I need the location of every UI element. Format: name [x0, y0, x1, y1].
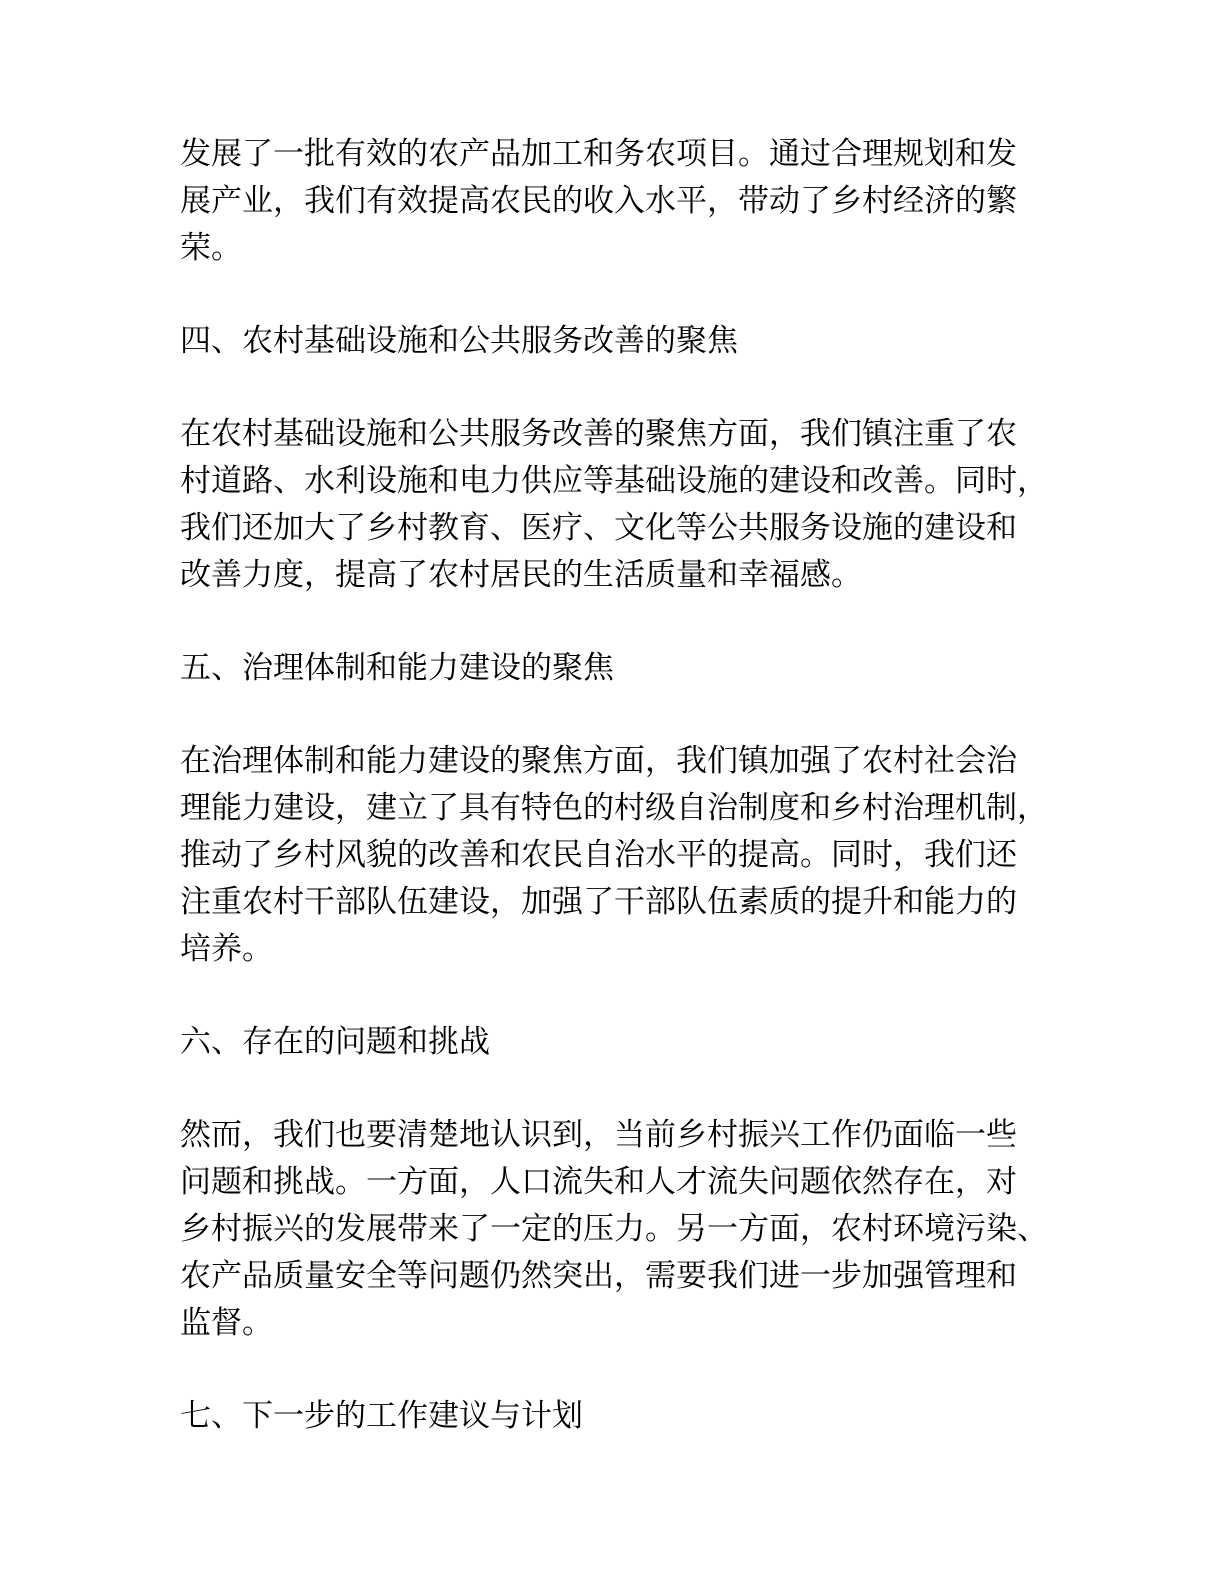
paragraph-line: 监督。 — [180, 1305, 273, 1341]
paragraph-spacer — [180, 1347, 1060, 1393]
paragraph-line: 培养。 — [180, 931, 273, 967]
paragraph-spacer — [180, 365, 1060, 411]
paragraph-governance — [180, 738, 1060, 973]
paragraph-line: 然而，我们也要清楚地认识到，当前乡村振兴工作仍面临一些 — [180, 1117, 1017, 1153]
section-heading-infrastructure: 四、农村基础设施和公共服务改善的聚焦 — [180, 323, 738, 359]
paragraph-line: 在治理体制和能力建设的聚焦方面，我们镇加强了农村社会治 — [180, 743, 1017, 779]
section-heading-governance: 五、治理体制和能力建设的聚焦 — [180, 650, 614, 686]
paragraph-spacer — [180, 692, 1060, 738]
paragraph-line: 问题和挑战。一方面，人口流失和人才流失问题依然存在，对 — [180, 1164, 1017, 1200]
paragraph-infrastructure — [180, 411, 1060, 599]
paragraph-line: 展产业，我们有效提高农民的收入水平，带动了乡村经济的繁 — [180, 183, 1017, 219]
paragraph-line: 理能力建设，建立了具有特色的村级自治制度和乡村治理机制， — [180, 790, 1048, 826]
section-heading-problems: 六、存在的问题和挑战 — [180, 1024, 490, 1060]
paragraph-spacer — [180, 599, 1060, 645]
paragraph-line: 注重农村干部队伍建设，加强了干部队伍素质的提升和能力的 — [180, 884, 1017, 920]
paragraph-line: 推动了乡村风貌的改善和农民自治水平的提高。同时，我们还 — [180, 837, 1017, 873]
section-heading-next-steps: 七、下一步的工作建议与计划 — [180, 1398, 583, 1434]
paragraph-line: 发展了一批有效的农产品加工和务农项目。通过合理规划和发 — [180, 136, 1017, 172]
paragraph-line: 我们还加大了乡村教育、医疗、文化等公共服务设施的建设和 — [180, 510, 1017, 546]
paragraph-line: 农产品质量安全等问题仍然突出，需要我们进一步加强管理和 — [180, 1258, 1017, 1294]
paragraph-line: 在农村基础设施和公共服务改善的聚焦方面，我们镇注重了农 — [180, 416, 1017, 452]
paragraph-spacer — [180, 973, 1060, 1019]
paragraph-line: 乡村振兴的发展带来了一定的压力。另一方面，农村环境污染、 — [180, 1211, 1048, 1247]
paragraph-problems — [180, 1112, 1060, 1347]
paragraph-line: 村道路、水利设施和电力供应等基础设施的建设和改善。同时， — [180, 463, 1048, 499]
paragraph-spacer — [180, 272, 1060, 318]
paragraph-industry-development — [180, 131, 1060, 272]
paragraph-line: 改善力度，提高了农村居民的生活质量和幸福感。 — [180, 557, 862, 593]
paragraph-line: 荣。 — [180, 230, 242, 266]
document-page — [180, 131, 1060, 1440]
paragraph-spacer — [180, 1066, 1060, 1112]
